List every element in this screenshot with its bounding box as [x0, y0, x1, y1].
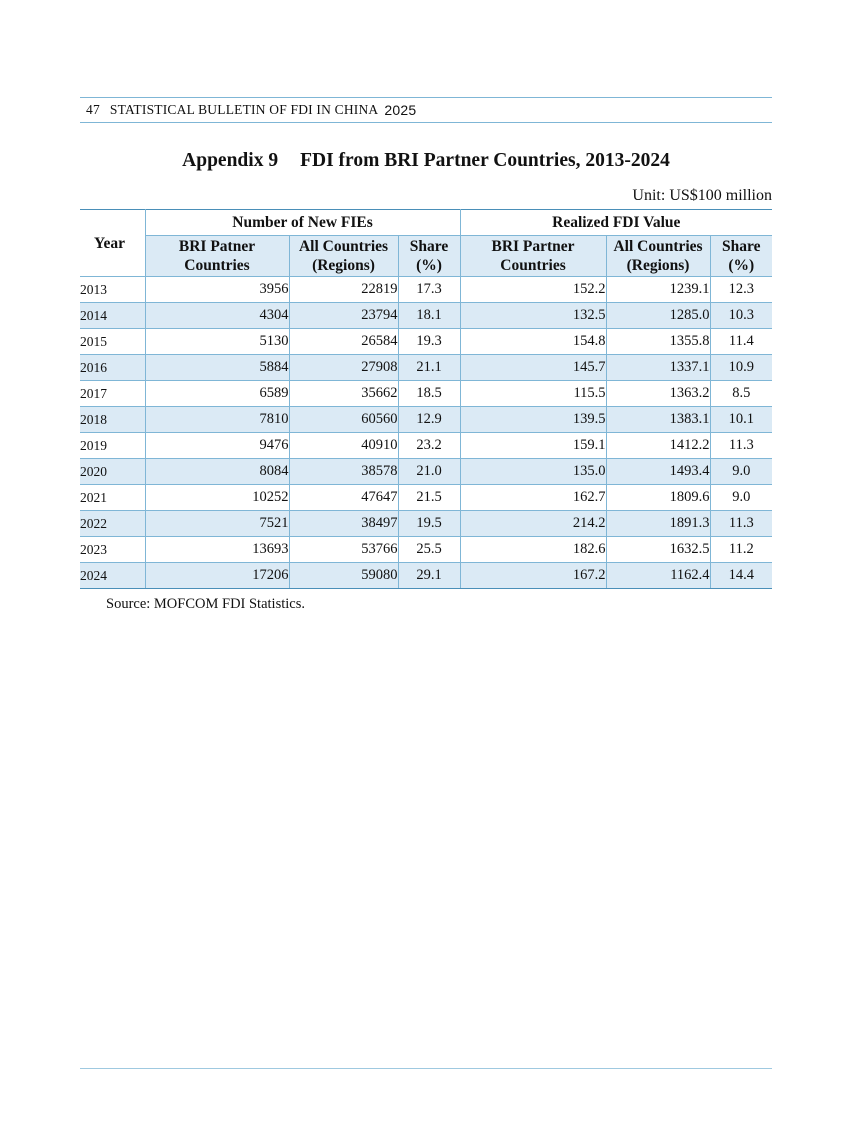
cell-fdi-share: 8.5 [710, 381, 772, 407]
table-row [80, 563, 772, 589]
cell-fdi-share: 10.1 [710, 407, 772, 433]
cell-fie-all: 53766 [289, 537, 398, 563]
cell-fie-all: 22819 [289, 277, 398, 303]
cell-fie-share: 18.5 [398, 381, 460, 407]
table-row [80, 433, 772, 459]
page-number: 47 [86, 102, 100, 117]
cell-fie-bri: 8084 [145, 459, 289, 485]
cell-year: 2020 [80, 459, 145, 485]
cell-fdi-all: 1493.4 [606, 459, 710, 485]
new-fies-group-header: Number of New FIEs [145, 210, 460, 236]
cell-fie-bri: 7521 [145, 511, 289, 537]
cell-fdi-all: 1355.8 [606, 329, 710, 355]
cell-fdi-bri: 182.6 [460, 537, 606, 563]
cell-fdi-bri: 145.7 [460, 355, 606, 381]
fdi-share-header: Share (%) [710, 236, 772, 277]
cell-fie-share: 19.5 [398, 511, 460, 537]
cell-fie-all: 35662 [289, 381, 398, 407]
cell-fdi-bri: 167.2 [460, 563, 606, 589]
cell-fie-share: 21.5 [398, 485, 460, 511]
cell-year: 2021 [80, 485, 145, 511]
cell-fie-all: 38497 [289, 511, 398, 537]
cell-year: 2013 [80, 277, 145, 303]
cell-fie-share: 21.0 [398, 459, 460, 485]
cell-fie-all: 59080 [289, 563, 398, 589]
table-body [80, 277, 772, 589]
cell-fie-all: 60560 [289, 407, 398, 433]
table-row [80, 303, 772, 329]
cell-fie-bri: 7810 [145, 407, 289, 433]
cell-year: 2023 [80, 537, 145, 563]
cell-fdi-share: 10.3 [710, 303, 772, 329]
table-row [80, 407, 772, 433]
cell-fie-bri: 5130 [145, 329, 289, 355]
source-note: Source: MOFCOM FDI Statistics. [106, 596, 305, 612]
table-row [80, 511, 772, 537]
fdi-all-header: All Countries (Regions) [606, 236, 710, 277]
cell-fdi-all: 1285.0 [606, 303, 710, 329]
table-row [80, 459, 772, 485]
cell-fie-bri: 10252 [145, 485, 289, 511]
cell-fdi-all: 1162.4 [606, 563, 710, 589]
cell-fie-share: 23.2 [398, 433, 460, 459]
cell-year: 2017 [80, 381, 145, 407]
cell-fdi-share: 14.4 [710, 563, 772, 589]
cell-fdi-share: 9.0 [710, 485, 772, 511]
table-row [80, 537, 772, 563]
cell-year: 2022 [80, 511, 145, 537]
cell-fdi-share: 11.3 [710, 511, 772, 537]
cell-year: 2016 [80, 355, 145, 381]
cell-fdi-bri: 139.5 [460, 407, 606, 433]
fdi-table [80, 209, 772, 589]
cell-fie-share: 29.1 [398, 563, 460, 589]
cell-fie-share: 21.1 [398, 355, 460, 381]
table-row [80, 329, 772, 355]
cell-fdi-bri: 152.2 [460, 277, 606, 303]
cell-fdi-bri: 162.7 [460, 485, 606, 511]
realized-fdi-group-header: Realized FDI Value [460, 210, 772, 236]
appendix-title [80, 150, 772, 172]
table-row [80, 355, 772, 381]
cell-fdi-all: 1383.1 [606, 407, 710, 433]
cell-fdi-all: 1632.5 [606, 537, 710, 563]
cell-year: 2024 [80, 563, 145, 589]
cell-year: 2019 [80, 433, 145, 459]
fdi-bri-header: BRI Partner Countries [460, 236, 606, 277]
cell-fdi-all: 1809.6 [606, 485, 710, 511]
cell-fie-all: 38578 [289, 459, 398, 485]
cell-fie-bri: 4304 [145, 303, 289, 329]
appendix-number: Appendix 9 [182, 150, 279, 171]
cell-fie-share: 12.9 [398, 407, 460, 433]
cell-fdi-share: 11.2 [710, 537, 772, 563]
cell-fdi-share: 12.3 [710, 277, 772, 303]
fie-share-header: Share (%) [398, 236, 460, 277]
cell-fie-all: 27908 [289, 355, 398, 381]
cell-fie-share: 17.3 [398, 277, 460, 303]
unit-label: Unit: US$100 million [632, 187, 772, 204]
cell-year: 2018 [80, 407, 145, 433]
cell-fie-bri: 5884 [145, 355, 289, 381]
cell-fdi-all: 1412.2 [606, 433, 710, 459]
cell-fie-bri: 3956 [145, 277, 289, 303]
cell-fie-share: 19.3 [398, 329, 460, 355]
year-header: Year [80, 210, 145, 277]
fie-bri-header: BRI Patner Countries [145, 236, 289, 277]
cell-fdi-bri: 154.8 [460, 329, 606, 355]
cell-fdi-bri: 132.5 [460, 303, 606, 329]
cell-fdi-bri: 135.0 [460, 459, 606, 485]
cell-fdi-share: 10.9 [710, 355, 772, 381]
cell-fie-bri: 6589 [145, 381, 289, 407]
cell-fdi-bri: 159.1 [460, 433, 606, 459]
footer-rule [80, 1068, 772, 1069]
table-row [80, 485, 772, 511]
cell-fie-all: 40910 [289, 433, 398, 459]
cell-fdi-share: 11.4 [710, 329, 772, 355]
cell-fdi-bri: 214.2 [460, 511, 606, 537]
cell-fdi-all: 1239.1 [606, 277, 710, 303]
cell-fie-all: 26584 [289, 329, 398, 355]
bulletin-year: 2025 [384, 102, 417, 118]
cell-fdi-all: 1891.3 [606, 511, 710, 537]
cell-fie-all: 23794 [289, 303, 398, 329]
cell-year: 2015 [80, 329, 145, 355]
bulletin-title: STATISTICAL BULLETIN OF FDI IN CHINA [109, 102, 379, 117]
cell-fdi-share: 11.3 [710, 433, 772, 459]
cell-fie-bri: 9476 [145, 433, 289, 459]
cell-fie-all: 47647 [289, 485, 398, 511]
table-row [80, 277, 772, 303]
table-row [80, 381, 772, 407]
running-header [80, 97, 772, 123]
fie-all-header: All Countries (Regions) [289, 236, 398, 277]
cell-fdi-share: 9.0 [710, 459, 772, 485]
cell-fie-bri: 13693 [145, 537, 289, 563]
cell-fdi-bri: 115.5 [460, 381, 606, 407]
cell-fie-share: 25.5 [398, 537, 460, 563]
cell-fie-bri: 17206 [145, 563, 289, 589]
cell-fdi-all: 1337.1 [606, 355, 710, 381]
cell-fie-share: 18.1 [398, 303, 460, 329]
cell-fdi-all: 1363.2 [606, 381, 710, 407]
cell-year: 2014 [80, 303, 145, 329]
appendix-title-text: FDI from BRI Partner Countries, 2013-2024 [300, 150, 670, 171]
